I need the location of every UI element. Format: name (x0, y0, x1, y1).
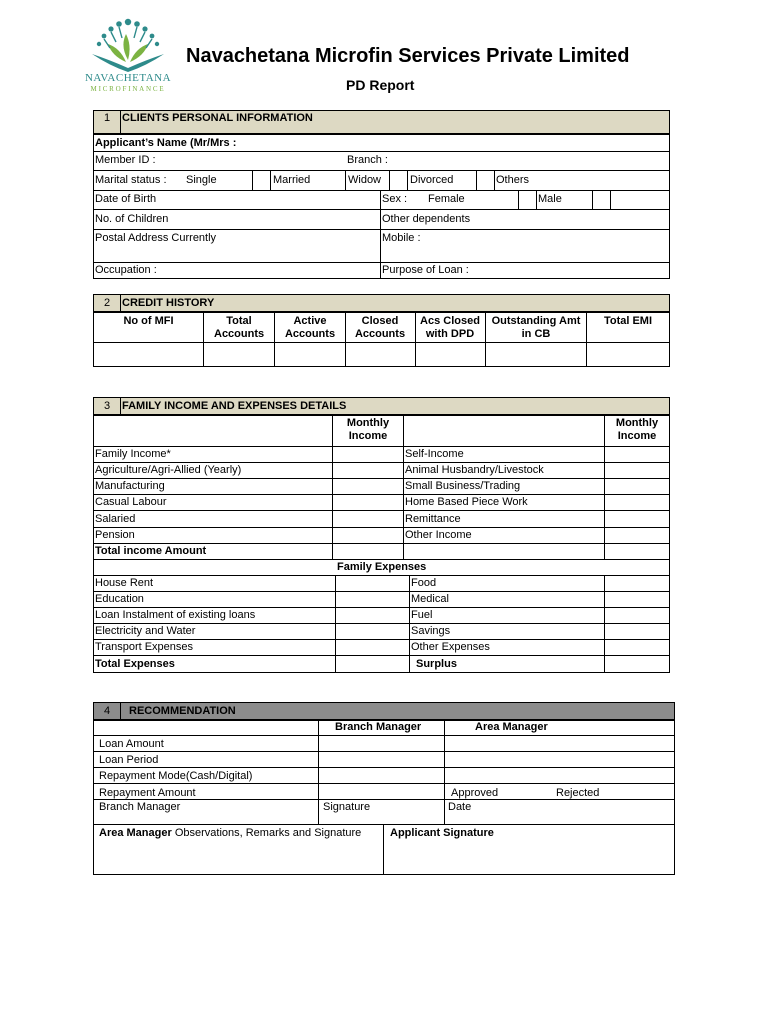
income-right-5: Other Income (405, 529, 472, 541)
marital-married-label: Married (273, 174, 311, 186)
sex-label: Sex : (382, 193, 408, 205)
rec-row-loan-period: Loan Period (99, 754, 159, 766)
expense-left-3: Electricity and Water (95, 625, 196, 637)
children-label: No. of Children (95, 213, 169, 225)
date-label: Date (448, 801, 472, 813)
income-right-4: Remittance (405, 513, 461, 525)
occupation-label: Occupation : (95, 264, 157, 276)
sex-female-label: Female (428, 193, 465, 205)
income-right-1: Animal Husbandry/Livestock (405, 464, 544, 476)
applicant-name-label: Applicant’s Name (Mr/Mrs : (95, 137, 237, 149)
signature-label: Signature (323, 801, 371, 813)
marital-single-checkbox[interactable] (253, 172, 269, 189)
credit-col-total-emi: Total EMI (603, 315, 653, 327)
marital-others-label: Others (496, 174, 530, 186)
rec-row-loan-amount: Loan Amount (99, 738, 164, 750)
section2-number: 2 (104, 297, 111, 309)
expense-left-0: House Rent (95, 577, 154, 589)
area-manager-observations-label (99, 827, 361, 840)
credit-col-active-accounts: Active Accounts (284, 315, 336, 340)
monthly-income-header-left: Monthly Income (346, 417, 390, 442)
rec-row-repayment-amount: Repayment Amount (99, 787, 196, 799)
credit-col-total-accounts: Total Accounts (214, 315, 265, 340)
am-obs-rest: Observations, Remarks and Signature (171, 827, 362, 839)
income-left-3: Casual Labour (95, 496, 167, 508)
expense-right-3: Savings (411, 625, 451, 637)
purpose-label: Purpose of Loan : (382, 264, 469, 276)
expense-right-1: Medical (411, 593, 449, 605)
logo-name: NAVACHETANA (84, 72, 172, 84)
income-right-2: Small Business/Trading (405, 480, 521, 492)
applicant-signature-label: Applicant Signature (390, 827, 494, 839)
section1-number: 1 (104, 112, 111, 124)
mobile-label: Mobile : (382, 232, 421, 244)
expense-right-2: Fuel (411, 609, 433, 621)
sex-female-checkbox[interactable] (519, 192, 535, 208)
surplus-label: Surplus (416, 658, 457, 670)
approved-option[interactable]: Approved (451, 787, 499, 799)
sex-male-checkbox[interactable] (593, 192, 609, 208)
income-right-0: Self-Income (405, 448, 464, 460)
family-expenses-heading: Family Expenses (337, 561, 427, 573)
monthly-income-header-right: Monthly Income (615, 417, 659, 442)
rec-col-branch-manager: Branch Manager (335, 721, 422, 733)
expense-right-0: Food (411, 577, 437, 589)
section3-number: 3 (104, 400, 111, 412)
member-id-label: Member ID : (95, 154, 156, 166)
income-left-5: Pension (95, 529, 135, 541)
marital-widow-checkbox[interactable] (390, 172, 406, 189)
company-name: Navachetana Microfin Services Private Limited (186, 45, 630, 67)
section4-number: 4 (104, 705, 111, 717)
logo-subtitle: MICROFINANCE (90, 85, 166, 93)
income-left-1: Agriculture/Agri-Allied (Yearly) (95, 464, 242, 476)
income-right-3: Home Based Piece Work (405, 496, 528, 508)
rec-row-repayment-mode: Repayment Mode(Cash/Digital) (99, 770, 253, 782)
marital-divorced-label: Divorced (410, 174, 454, 186)
section4-title: RECOMMENDATION (129, 705, 236, 717)
marital-married-checkbox[interactable] (327, 172, 343, 189)
marital-single-label: Single (186, 174, 217, 186)
rec-col-area-manager: Area Manager (475, 721, 548, 733)
marital-status-label: Marital status : (95, 174, 167, 186)
income-left-2: Manufacturing (95, 480, 165, 492)
dependents-label: Other dependents (382, 213, 471, 225)
expense-left-4: Transport Expenses (95, 641, 194, 653)
logo-emblem-icon (82, 16, 174, 72)
expense-left-2: Loan Instalment of existing loans (95, 609, 256, 621)
sex-male-label: Male (538, 193, 562, 205)
branch-label: Branch : (347, 154, 388, 166)
expense-right-4: Other Expenses (411, 641, 490, 653)
section3-title: FAMILY INCOME AND EXPENSES DETAILS (122, 400, 347, 412)
company-logo (82, 16, 174, 96)
marital-widow-label: Widow (348, 174, 382, 186)
rec-row-branch-manager: Branch Manager (99, 801, 181, 813)
total-income-label: Total income Amount (95, 545, 207, 557)
credit-col-outstanding-amt: Outstanding Amt in CB (491, 315, 581, 340)
section1-title: CLIENTS PERSONAL INFORMATION (122, 112, 313, 124)
am-obs-bold: Area Manager (99, 827, 172, 839)
income-left-4: Salaried (95, 513, 136, 525)
marital-divorced-checkbox[interactable] (477, 172, 493, 189)
rejected-option[interactable]: Rejected (556, 787, 600, 799)
credit-col-acs-closed-dpd: Acs Closed with DPD (420, 315, 480, 340)
income-left-0: Family Income* (95, 448, 171, 460)
section2-title: CREDIT HISTORY (122, 297, 215, 309)
total-expenses-label: Total Expenses (95, 658, 175, 670)
dob-label: Date of Birth (95, 193, 157, 205)
address-label: Postal Address Currently (95, 232, 217, 244)
report-title: PD Report (346, 77, 415, 93)
credit-col-no-of-mfi: No of MFI (123, 315, 174, 327)
credit-col-closed-accounts: Closed Accounts (354, 315, 406, 340)
expense-left-1: Education (95, 593, 144, 605)
